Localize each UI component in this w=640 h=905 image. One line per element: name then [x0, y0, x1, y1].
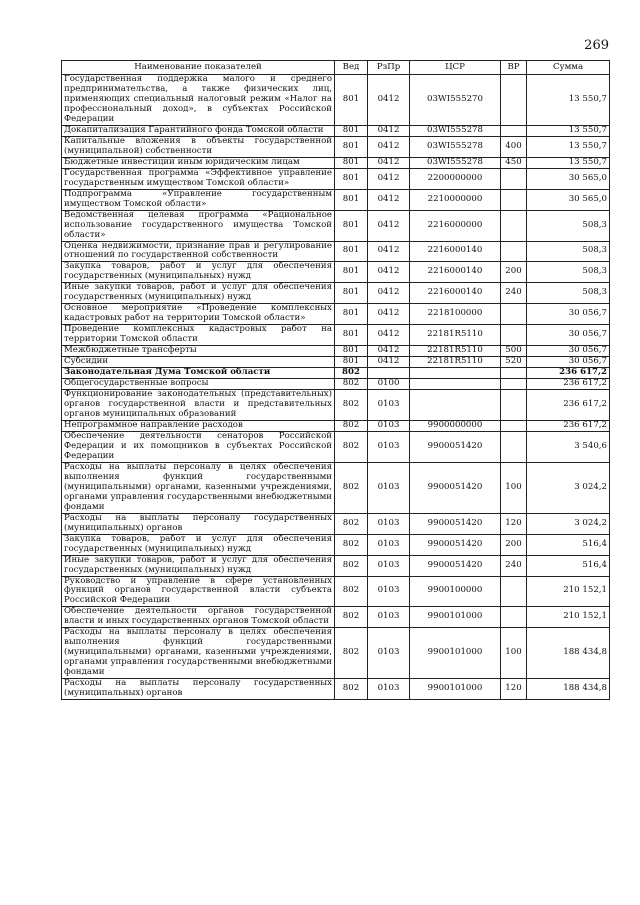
row-rzpr: 0103: [368, 513, 410, 534]
row-ved: 801: [335, 125, 368, 136]
row-csr: [410, 390, 501, 421]
row-name: Государственная поддержка малого и среднего предпринимательства, а также физических лиц, применяющих специальный налоговый режим «Налог на профессиональный доход», в субъектах Российской Федерации: [62, 75, 335, 126]
row-rzpr: 0412: [368, 157, 410, 168]
table-row: [62, 576, 610, 607]
table-row: [62, 607, 610, 628]
row-rzpr: 0412: [368, 262, 410, 283]
header-sum: Сумма: [527, 61, 610, 75]
row-sum: 3 540,6: [527, 431, 610, 462]
row-csr: 9900051420: [410, 513, 501, 534]
row-sum: 30 056,7: [527, 357, 610, 368]
row-csr: 9900100000: [410, 576, 501, 607]
table-row: [62, 534, 610, 555]
row-ved: 801: [335, 283, 368, 304]
row-rzpr: 0103: [368, 420, 410, 431]
row-name: Функционирование законодательных (представительных) органов государственной власти и представительных органов муниципальных образований: [62, 390, 335, 421]
row-ved: 801: [335, 346, 368, 357]
row-rzpr: 0103: [368, 555, 410, 576]
row-vr: [501, 125, 527, 136]
row-vr: [501, 379, 527, 390]
row-name: Подпрограмма «Управление государственным имуществом Томской области»: [62, 189, 335, 210]
row-csr: [410, 379, 501, 390]
row-csr: 03WI555278: [410, 157, 501, 168]
row-rzpr: [368, 368, 410, 379]
row-ved: 801: [335, 168, 368, 189]
row-sum: 3 024,2: [527, 513, 610, 534]
row-vr: [501, 325, 527, 346]
row-rzpr: 0412: [368, 125, 410, 136]
row-vr: [501, 368, 527, 379]
row-csr: 22181R5110: [410, 325, 501, 346]
row-csr: 2216000000: [410, 210, 501, 241]
table-row: [62, 168, 610, 189]
header-name: Наименование показателей: [62, 61, 335, 75]
row-vr: 450: [501, 157, 527, 168]
row-rzpr: 0412: [368, 189, 410, 210]
row-ved: 801: [335, 241, 368, 262]
row-sum: 516,4: [527, 534, 610, 555]
row-csr: [410, 368, 501, 379]
row-name: Бюджетные инвестиции иным юридическим лицам: [62, 157, 335, 168]
row-name: Основное мероприятие «Проведение комплексных кадастровых работ на территории Томской области»: [62, 304, 335, 325]
row-name: Иные закупки товаров, работ и услуг для обеспечения государственных (муниципальных) нужд: [62, 283, 335, 304]
row-csr: 9900101000: [410, 628, 501, 679]
row-vr: [501, 420, 527, 431]
row-csr: 9900051420: [410, 462, 501, 513]
row-sum: 13 550,7: [527, 125, 610, 136]
table-row: [62, 189, 610, 210]
row-ved: 802: [335, 628, 368, 679]
row-ved: 802: [335, 607, 368, 628]
row-vr: 240: [501, 555, 527, 576]
row-sum: 508,3: [527, 262, 610, 283]
row-sum: 236 617,2: [527, 420, 610, 431]
row-sum: 236 617,2: [527, 379, 610, 390]
header-vr: ВР: [501, 61, 527, 75]
table-row: [62, 462, 610, 513]
row-vr: [501, 607, 527, 628]
row-name: Обеспечение деятельности сенаторов Российской Федерации и их помощников в субъектах Российской Федерации: [62, 431, 335, 462]
row-sum: 188 434,8: [527, 679, 610, 700]
row-csr: 9900051420: [410, 534, 501, 555]
row-vr: 100: [501, 628, 527, 679]
row-rzpr: 0103: [368, 628, 410, 679]
header-rzpr: РзПр: [368, 61, 410, 75]
table-row: [62, 513, 610, 534]
row-rzpr: 0103: [368, 534, 410, 555]
row-ved: 801: [335, 304, 368, 325]
row-ved: 802: [335, 390, 368, 421]
table-header-row: [62, 61, 610, 75]
row-sum: 236 617,2: [527, 368, 610, 379]
row-rzpr: 0412: [368, 346, 410, 357]
row-name: Закупка товаров, работ и услуг для обеспечения государственных (муниципальных) нужд: [62, 262, 335, 283]
row-csr: 9900101000: [410, 679, 501, 700]
row-sum: 516,4: [527, 555, 610, 576]
table-row: [62, 679, 610, 700]
row-rzpr: 0103: [368, 431, 410, 462]
row-sum: 30 056,7: [527, 325, 610, 346]
row-csr: 2200000000: [410, 168, 501, 189]
row-sum: 508,3: [527, 241, 610, 262]
row-sum: 30 565,0: [527, 168, 610, 189]
table-row: [62, 379, 610, 390]
row-rzpr: 0412: [368, 210, 410, 241]
table-row: [62, 125, 610, 136]
row-ved: 801: [335, 262, 368, 283]
row-vr: [501, 189, 527, 210]
row-name: Ведомственная целевая программа «Рациональное использование государственного имущества Томской области»: [62, 210, 335, 241]
row-vr: [501, 576, 527, 607]
row-vr: 500: [501, 346, 527, 357]
row-vr: [501, 75, 527, 126]
row-vr: [501, 241, 527, 262]
row-ved: 802: [335, 379, 368, 390]
table-row: [62, 157, 610, 168]
row-ved: 802: [335, 431, 368, 462]
table-row: [62, 262, 610, 283]
budget-table: [61, 60, 610, 700]
table-row: [62, 368, 610, 379]
row-rzpr: 0412: [368, 136, 410, 157]
row-name: Расходы на выплаты персоналу государственных (муниципальных) органов: [62, 513, 335, 534]
row-csr: 2218100000: [410, 304, 501, 325]
row-vr: 120: [501, 513, 527, 534]
row-rzpr: 0412: [368, 325, 410, 346]
row-ved: 802: [335, 555, 368, 576]
table-row: [62, 555, 610, 576]
row-sum: 13 550,7: [527, 136, 610, 157]
row-rzpr: 0103: [368, 607, 410, 628]
row-name: Непрограммное направление расходов: [62, 420, 335, 431]
row-vr: 240: [501, 283, 527, 304]
row-sum: 236 617,2: [527, 390, 610, 421]
table-row: [62, 431, 610, 462]
row-name: Обеспечение деятельности органов государственной власти и иных государственных органов Томской области: [62, 607, 335, 628]
row-rzpr: 0103: [368, 679, 410, 700]
row-csr: 2216000140: [410, 283, 501, 304]
row-sum: 13 550,7: [527, 75, 610, 126]
table-row: [62, 357, 610, 368]
row-sum: 508,3: [527, 210, 610, 241]
row-name: Закупка товаров, работ и услуг для обеспечения государственных (муниципальных) нужд: [62, 534, 335, 555]
row-vr: [501, 210, 527, 241]
row-name: Законодательная Дума Томской области: [62, 368, 335, 379]
row-csr: 2210000000: [410, 189, 501, 210]
row-vr: 200: [501, 262, 527, 283]
row-ved: 802: [335, 420, 368, 431]
row-rzpr: 0412: [368, 168, 410, 189]
row-vr: [501, 168, 527, 189]
row-vr: [501, 304, 527, 325]
row-vr: 200: [501, 534, 527, 555]
row-ved: 801: [335, 357, 368, 368]
row-sum: 3 024,2: [527, 462, 610, 513]
table-row: [62, 346, 610, 357]
row-csr: 9900051420: [410, 555, 501, 576]
header-csr: ЦСР: [410, 61, 501, 75]
row-sum: 13 550,7: [527, 157, 610, 168]
row-ved: 801: [335, 325, 368, 346]
row-name: Капитальные вложения в объекты государственной (муниципальной) собственности: [62, 136, 335, 157]
table-row: [62, 283, 610, 304]
table-row: [62, 75, 610, 126]
row-csr: 22181R5110: [410, 346, 501, 357]
table-row: [62, 241, 610, 262]
row-csr: 9900101000: [410, 607, 501, 628]
row-sum: 30 056,7: [527, 346, 610, 357]
row-vr: 520: [501, 357, 527, 368]
row-csr: 03WI555270: [410, 75, 501, 126]
row-rzpr: 0412: [368, 304, 410, 325]
row-csr: 9900051420: [410, 431, 501, 462]
row-ved: 801: [335, 75, 368, 126]
row-csr: 2216000140: [410, 262, 501, 283]
row-rzpr: 0103: [368, 576, 410, 607]
row-name: Проведение комплексных кадастровых работ на территории Томской области: [62, 325, 335, 346]
row-vr: [501, 431, 527, 462]
table-row: [62, 390, 610, 421]
row-rzpr: 0412: [368, 75, 410, 126]
row-ved: 802: [335, 513, 368, 534]
row-sum: 188 434,8: [527, 628, 610, 679]
row-csr: 2216000140: [410, 241, 501, 262]
row-sum: 30 565,0: [527, 189, 610, 210]
row-ved: 802: [335, 462, 368, 513]
row-sum: 30 056,7: [527, 304, 610, 325]
row-name: Субсидии: [62, 357, 335, 368]
row-csr: 22181R5110: [410, 357, 501, 368]
row-rzpr: 0100: [368, 379, 410, 390]
row-csr: 03WI555278: [410, 125, 501, 136]
row-name: Межбюджетные трансферты: [62, 346, 335, 357]
row-ved: 802: [335, 576, 368, 607]
row-ved: 802: [335, 534, 368, 555]
row-name: Оценка недвижимости, признание прав и регулирование отношений по государственной собственности: [62, 241, 335, 262]
row-ved: 801: [335, 157, 368, 168]
row-ved: 801: [335, 210, 368, 241]
row-ved: 802: [335, 679, 368, 700]
row-name: Общегосударственные вопросы: [62, 379, 335, 390]
table-row: [62, 420, 610, 431]
row-sum: 508,3: [527, 283, 610, 304]
table-row: [62, 628, 610, 679]
table-row: [62, 325, 610, 346]
row-sum: 210 152,1: [527, 607, 610, 628]
row-vr: [501, 390, 527, 421]
row-ved: 801: [335, 136, 368, 157]
row-name: Расходы на выплаты персоналу в целях обеспечения выполнения функций государственными (муниципальными) органами, казенными учреждениями, органами управления государственными внебюджетными фондами: [62, 462, 335, 513]
row-name: Иные закупки товаров, работ и услуг для обеспечения государственных (муниципальных) нужд: [62, 555, 335, 576]
row-sum: 210 152,1: [527, 576, 610, 607]
row-rzpr: 0412: [368, 357, 410, 368]
table-row: [62, 304, 610, 325]
row-csr: 9900000000: [410, 420, 501, 431]
row-vr: 120: [501, 679, 527, 700]
page-number: 269: [584, 38, 609, 53]
row-vr: 100: [501, 462, 527, 513]
row-name: Докапитализация Гарантийного фонда Томской области: [62, 125, 335, 136]
row-vr: 400: [501, 136, 527, 157]
row-ved: 802: [335, 368, 368, 379]
row-rzpr: 0103: [368, 462, 410, 513]
row-name: Расходы на выплаты персоналу в целях обеспечения выполнения функций государственными (муниципальными) органами, казенными учреждениями, органами управления государственными внебюджетными фондами: [62, 628, 335, 679]
row-rzpr: 0103: [368, 390, 410, 421]
row-rzpr: 0412: [368, 283, 410, 304]
row-name: Руководство и управление в сфере установленных функций органов государственной власти субъекта Российской Федерации: [62, 576, 335, 607]
table-row: [62, 136, 610, 157]
row-name: Расходы на выплаты персоналу государственных (муниципальных) органов: [62, 679, 335, 700]
row-ved: 801: [335, 189, 368, 210]
row-name: Государственная программа «Эффективное управление государственным имуществом Томской области»: [62, 168, 335, 189]
row-rzpr: 0412: [368, 241, 410, 262]
table-row: [62, 210, 610, 241]
header-ved: Вед: [335, 61, 368, 75]
row-csr: 03WI555278: [410, 136, 501, 157]
